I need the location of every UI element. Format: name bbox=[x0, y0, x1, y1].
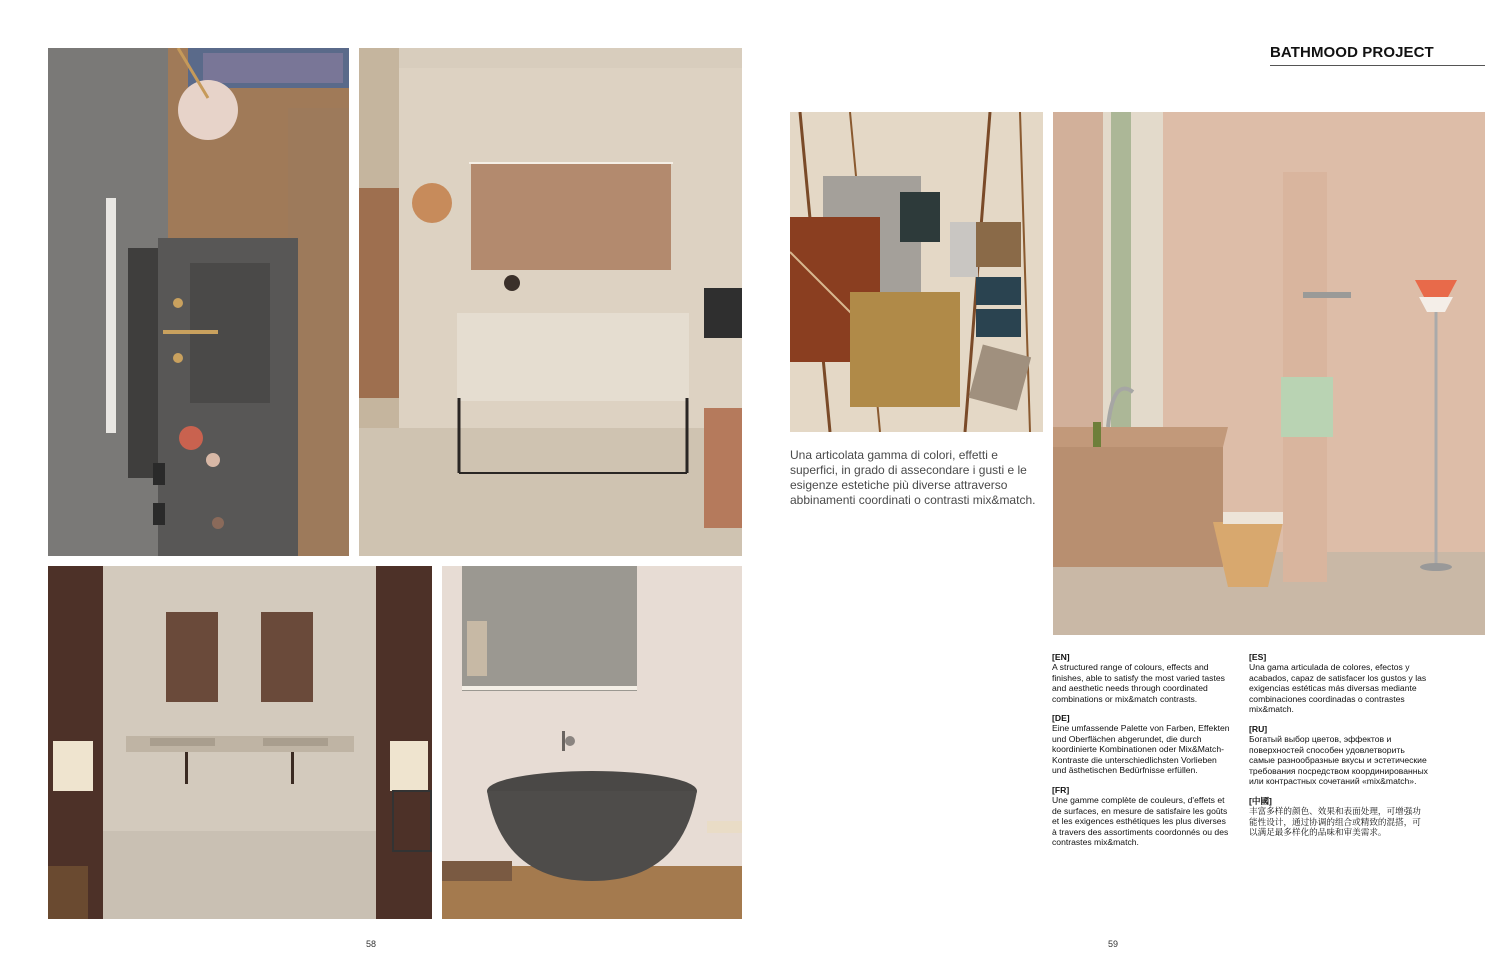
page-number-left: 58 bbox=[366, 939, 377, 949]
page-title: BATHMOOD PROJECT bbox=[1270, 44, 1434, 61]
lang-text-fr: Une gamme complète de couleurs, d'effets et de surfaces, en mesure de satisfaire les goûts et les exigences esthétiques les plus diverses à travers des assortiments coordonnés ou des contrastes mix&match. bbox=[1052, 795, 1229, 848]
lang-tag-ru: [RU] bbox=[1249, 724, 1268, 734]
caption-zh bbox=[1249, 796, 1429, 838]
lang-text-zh: 丰富多样的颜色、效果和表面处理，可增强功能性设计，通过协调的组合或精致的混搭，可以满足最多样化的品味和审美需求。 bbox=[1249, 806, 1421, 838]
caption-es bbox=[1249, 652, 1429, 714]
lang-text-es: Una gama articulada de colores, efectos y acabados, capaz de satisfacer los gustos y las exigencias estéticas más diversas mediante combinaciones coordinadas o contrastes mix&match. bbox=[1249, 662, 1427, 715]
lang-tag-zh: [中國] bbox=[1249, 796, 1272, 806]
lang-tag-fr: [FR] bbox=[1052, 785, 1070, 795]
caption-fr bbox=[1052, 785, 1232, 847]
title-underline bbox=[1270, 65, 1485, 66]
lang-text-de: Eine umfassende Palette von Farben, Effekten und Oberflächen abgerundet, die durch koordinierte Kombinationen oder Mix&Match-Kontraste die unterschiedlichsten Vorlieben und ästhetischen Bedürfnisse erfüllen. bbox=[1052, 723, 1230, 776]
caption-en bbox=[1052, 652, 1232, 704]
photo-vanity-topview bbox=[48, 48, 349, 556]
lang-tag-de: [DE] bbox=[1052, 713, 1070, 723]
lang-text-en: A structured range of colours, effects and finishes, able to satisfy the most varied tastes and aesthetic needs through coordinated combinations or mix&match contrasts. bbox=[1052, 662, 1225, 704]
lang-tag-en: [EN] bbox=[1052, 652, 1070, 662]
page-number-right: 59 bbox=[1108, 939, 1119, 949]
photo-beige-vanity-mirror bbox=[359, 48, 742, 556]
photo-dark-bowl-basin bbox=[442, 566, 742, 919]
intro-description: Una articolata gamma di colori, effetti e superfici, in grado di assecondare i gusti e le esigenze estetiche più diverse attraverso abbinamenti coordinati o contrasti mix&match. bbox=[790, 448, 1036, 507]
caption-ru bbox=[1249, 724, 1429, 786]
photo-pink-bathroom bbox=[1053, 112, 1485, 635]
lang-tag-es: [ES] bbox=[1249, 652, 1267, 662]
lang-text-ru: Богатый выбор цветов, эффектов и поверхностей способен удовлетворить самые разнообразные вкусы и эстетические требования посредством координированных или контрастных сочетаний «mix&match». bbox=[1249, 734, 1428, 787]
photo-material-swatches bbox=[790, 112, 1043, 432]
caption-de bbox=[1052, 713, 1232, 775]
photo-double-vanity bbox=[48, 566, 432, 919]
